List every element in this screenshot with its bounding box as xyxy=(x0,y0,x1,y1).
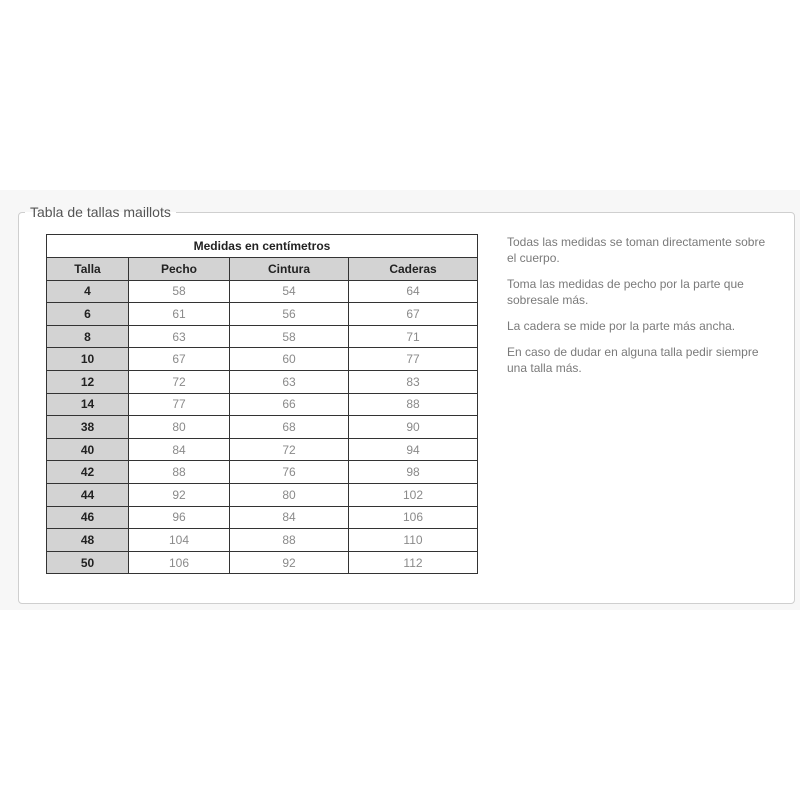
size-cell: 10 xyxy=(47,348,129,371)
caderas-cell: 98 xyxy=(349,461,478,484)
measurement-notes xyxy=(507,234,769,386)
pecho-cell: 96 xyxy=(129,506,230,529)
cintura-cell: 56 xyxy=(230,303,349,326)
pecho-cell: 84 xyxy=(129,438,230,461)
cintura-cell: 60 xyxy=(230,348,349,371)
pecho-cell: 77 xyxy=(129,393,230,416)
size-table xyxy=(46,234,478,574)
caderas-cell: 112 xyxy=(349,551,478,574)
caderas-cell: 71 xyxy=(349,325,478,348)
caderas-cell: 67 xyxy=(349,303,478,326)
column-header-caderas: Caderas xyxy=(349,258,478,281)
table-row xyxy=(47,348,478,371)
caderas-cell: 88 xyxy=(349,393,478,416)
cintura-cell: 72 xyxy=(230,438,349,461)
table-row xyxy=(47,529,478,552)
size-cell: 38 xyxy=(47,416,129,439)
pecho-cell: 61 xyxy=(129,303,230,326)
column-header-cintura: Cintura xyxy=(230,258,349,281)
cintura-cell: 63 xyxy=(230,370,349,393)
pecho-cell: 104 xyxy=(129,529,230,552)
size-cell: 6 xyxy=(47,303,129,326)
caderas-cell: 94 xyxy=(349,438,478,461)
size-cell: 48 xyxy=(47,529,129,552)
note-text: Todas las medidas se toman directamente sobre el cuerpo. xyxy=(507,235,766,265)
pecho-cell: 80 xyxy=(129,416,230,439)
note-text: En caso de dudar en alguna talla pedir siempre una talla más. xyxy=(507,345,759,375)
size-cell: 44 xyxy=(47,483,129,506)
table-row xyxy=(47,370,478,393)
size-cell: 46 xyxy=(47,506,129,529)
note-text: La cadera se mide por la parte más ancha. xyxy=(507,319,736,333)
caderas-cell: 77 xyxy=(349,348,478,371)
pecho-cell: 72 xyxy=(129,370,230,393)
caderas-cell: 83 xyxy=(349,370,478,393)
cintura-cell: 92 xyxy=(230,551,349,574)
table-row xyxy=(47,483,478,506)
pecho-cell: 92 xyxy=(129,483,230,506)
table-row xyxy=(47,280,478,303)
note-text: Toma las medidas de pecho por la parte que sobresale más. xyxy=(507,277,744,307)
caderas-cell: 102 xyxy=(349,483,478,506)
cintura-cell: 68 xyxy=(230,416,349,439)
table-row xyxy=(47,416,478,439)
table-row xyxy=(47,461,478,484)
table-caption: Medidas en centímetros xyxy=(47,235,478,258)
pecho-cell: 67 xyxy=(129,348,230,371)
column-header-talla: Talla xyxy=(47,258,129,281)
cintura-cell: 58 xyxy=(230,325,349,348)
caderas-cell: 64 xyxy=(349,280,478,303)
caderas-cell: 106 xyxy=(349,506,478,529)
table-row xyxy=(47,393,478,416)
pecho-cell: 88 xyxy=(129,461,230,484)
table-row xyxy=(47,438,478,461)
pecho-cell: 58 xyxy=(129,280,230,303)
cintura-cell: 54 xyxy=(230,280,349,303)
table-row xyxy=(47,325,478,348)
size-cell: 14 xyxy=(47,393,129,416)
caderas-cell: 110 xyxy=(349,529,478,552)
panel-legend: Tabla de tallas maillots xyxy=(30,204,171,220)
pecho-cell: 63 xyxy=(129,325,230,348)
table-row xyxy=(47,303,478,326)
size-cell: 50 xyxy=(47,551,129,574)
cintura-cell: 66 xyxy=(230,393,349,416)
size-cell: 4 xyxy=(47,280,129,303)
table-row xyxy=(47,506,478,529)
size-cell: 12 xyxy=(47,370,129,393)
cintura-cell: 84 xyxy=(230,506,349,529)
pecho-cell: 106 xyxy=(129,551,230,574)
caderas-cell: 90 xyxy=(349,416,478,439)
cintura-cell: 80 xyxy=(230,483,349,506)
cintura-cell: 88 xyxy=(230,529,349,552)
cintura-cell: 76 xyxy=(230,461,349,484)
size-cell: 42 xyxy=(47,461,129,484)
size-cell: 40 xyxy=(47,438,129,461)
table-row xyxy=(47,551,478,574)
size-cell: 8 xyxy=(47,325,129,348)
column-header-pecho: Pecho xyxy=(129,258,230,281)
